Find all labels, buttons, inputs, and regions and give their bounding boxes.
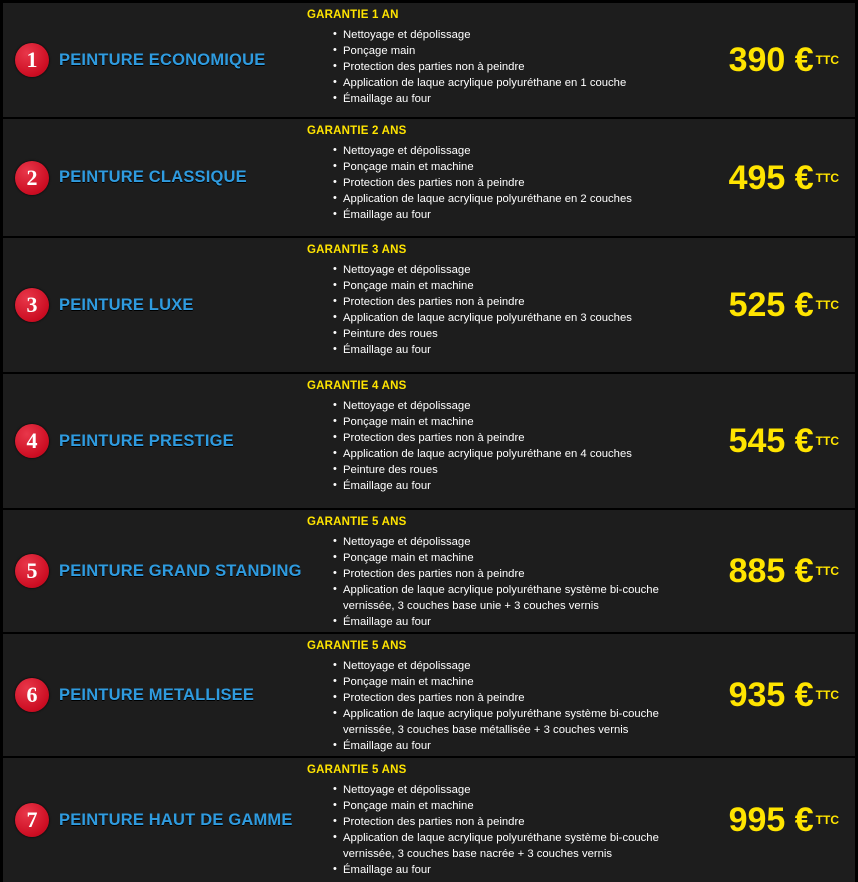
offer-guarantee: GARANTIE 1 AN (307, 9, 399, 21)
offer-price-suffix: TTC (815, 298, 839, 312)
list-item: • Application de laque acrylique polyuréthane système bi-couche vernissée, 3 couches base unie + 3 couches vernis (333, 582, 676, 614)
list-item: • Ponçage main et machine (333, 674, 676, 690)
list-item: • Peinture des roues (333, 462, 676, 478)
offer-details (303, 758, 680, 882)
offer-price: 885 € (728, 552, 814, 590)
offer-identity (3, 634, 303, 756)
offer-price: 495 € (728, 158, 814, 197)
offer-price-suffix: TTC (815, 688, 839, 702)
offer-details (303, 238, 680, 372)
offer-guarantee: GARANTIE 3 ANS (307, 244, 407, 256)
offer-number-badge: 3 (15, 288, 49, 322)
offer-feature-list (307, 534, 676, 630)
list-item: • Ponçage main et machine (333, 159, 676, 175)
offer-price-cell (680, 758, 855, 882)
offer-price: 390 € (728, 41, 814, 79)
list-item: • Émaillage au four (333, 207, 676, 223)
offer-number-badge: 4 (15, 424, 49, 458)
list-item: • Application de laque acrylique polyuréthane système bi-couche vernissée, 3 couches base nacrée + 3 couches vernis (333, 830, 676, 862)
list-item: • Émaillage au four (333, 614, 676, 630)
offer-price-cell (680, 3, 855, 117)
offer-price-cell (680, 238, 855, 372)
list-item: • Ponçage main et machine (333, 550, 676, 566)
list-item: • Ponçage main et machine (333, 278, 676, 294)
offer-feature-list (307, 398, 676, 494)
offer-price: 545 € (728, 422, 814, 460)
list-item: • Ponçage main et machine (333, 798, 676, 814)
offer-price-suffix: TTC (815, 170, 839, 185)
offer-number-badge: 5 (15, 554, 49, 588)
offer-row (3, 634, 855, 758)
offer-title: PEINTURE HAUT DE GAMME (59, 810, 293, 829)
list-item: • Nettoyage et dépolissage (333, 143, 676, 159)
offer-identity (3, 3, 303, 117)
list-item: • Ponçage main et machine (333, 414, 676, 430)
list-item: • Protection des parties non à peindre (333, 566, 676, 582)
offer-price: 525 € (728, 286, 814, 324)
offer-title: PEINTURE ECONOMIQUE (59, 50, 266, 69)
list-item: • Ponçage main (333, 43, 676, 59)
offer-identity (3, 510, 303, 632)
offer-feature-list (307, 262, 676, 358)
list-item: • Application de laque acrylique polyuréthane en 4 couches (333, 446, 676, 462)
list-item: • Nettoyage et dépolissage (333, 398, 676, 414)
offer-feature-list (307, 27, 676, 107)
list-item: • Application de laque acrylique polyuréthane système bi-couche vernissée, 3 couches base métallisée + 3 couches vernis (333, 706, 676, 738)
offer-price-cell (680, 119, 855, 236)
offer-identity (3, 758, 303, 882)
list-item: • Application de laque acrylique polyuréthane en 1 couche (333, 75, 676, 91)
offer-title: PEINTURE METALLISEE (59, 685, 255, 704)
offer-price-cell (680, 510, 855, 632)
list-item: • Protection des parties non à peindre (333, 175, 676, 191)
offer-feature-list (307, 782, 676, 878)
offer-number-badge: 7 (15, 803, 49, 837)
offer-identity (3, 374, 303, 508)
offer-row (3, 758, 855, 882)
offer-price-suffix: TTC (815, 53, 839, 67)
offer-details (303, 634, 680, 756)
offer-price-suffix: TTC (815, 434, 839, 448)
offer-price: 995 € (728, 801, 814, 839)
offer-feature-list (307, 658, 676, 754)
offer-guarantee: GARANTIE 5 ANS (307, 516, 407, 528)
offer-number-badge: 1 (15, 43, 49, 77)
offer-price-cell (680, 634, 855, 756)
offer-title: PEINTURE LUXE (59, 295, 194, 314)
list-item: • Nettoyage et dépolissage (333, 534, 676, 550)
offer-guarantee: GARANTIE 5 ANS (307, 640, 407, 652)
offer-title: PEINTURE CLASSIQUE (59, 168, 247, 186)
list-item: • Application de laque acrylique polyuréthane en 2 couches (333, 191, 676, 207)
offer-details (303, 3, 680, 117)
list-item: • Nettoyage et dépolissage (333, 27, 676, 43)
list-item: • Protection des parties non à peindre (333, 430, 676, 446)
offer-feature-list (307, 143, 676, 223)
list-item: • Émaillage au four (333, 862, 676, 878)
list-item: • Protection des parties non à peindre (333, 59, 676, 75)
list-item: • Nettoyage et dépolissage (333, 658, 676, 674)
offer-price-cell (680, 374, 855, 508)
list-item: • Protection des parties non à peindre (333, 690, 676, 706)
offer-row (3, 374, 855, 510)
list-item: • Émaillage au four (333, 91, 676, 107)
offer-guarantee: GARANTIE 5 ANS (307, 764, 407, 776)
list-item: • Peinture des roues (333, 326, 676, 342)
offer-row (3, 3, 855, 119)
offer-guarantee: GARANTIE 2 ANS (307, 125, 407, 137)
offer-details (303, 119, 680, 236)
offer-price: 935 € (728, 676, 814, 714)
list-item: • Émaillage au four (333, 478, 676, 494)
offer-title: PEINTURE PRESTIGE (59, 431, 234, 450)
offer-price-suffix: TTC (815, 813, 839, 827)
list-item: • Émaillage au four (333, 342, 676, 358)
offer-number-badge: 2 (15, 161, 49, 195)
offer-identity (3, 119, 303, 236)
offer-title: PEINTURE GRAND STANDING (59, 561, 302, 580)
list-item: • Émaillage au four (333, 738, 676, 754)
offer-details (303, 374, 680, 508)
list-item: • Application de laque acrylique polyuréthane en 3 couches (333, 310, 676, 326)
offer-row (3, 510, 855, 634)
offer-row (3, 119, 855, 238)
offer-number-badge: 6 (15, 678, 49, 712)
offer-details (303, 510, 680, 632)
offer-identity (3, 238, 303, 372)
offer-row (3, 238, 855, 374)
list-item: • Nettoyage et dépolissage (333, 782, 676, 798)
offer-guarantee: GARANTIE 4 ANS (307, 380, 407, 392)
list-item: • Nettoyage et dépolissage (333, 262, 676, 278)
offer-price-suffix: TTC (815, 564, 839, 578)
list-item: • Protection des parties non à peindre (333, 294, 676, 310)
list-item: • Protection des parties non à peindre (333, 814, 676, 830)
